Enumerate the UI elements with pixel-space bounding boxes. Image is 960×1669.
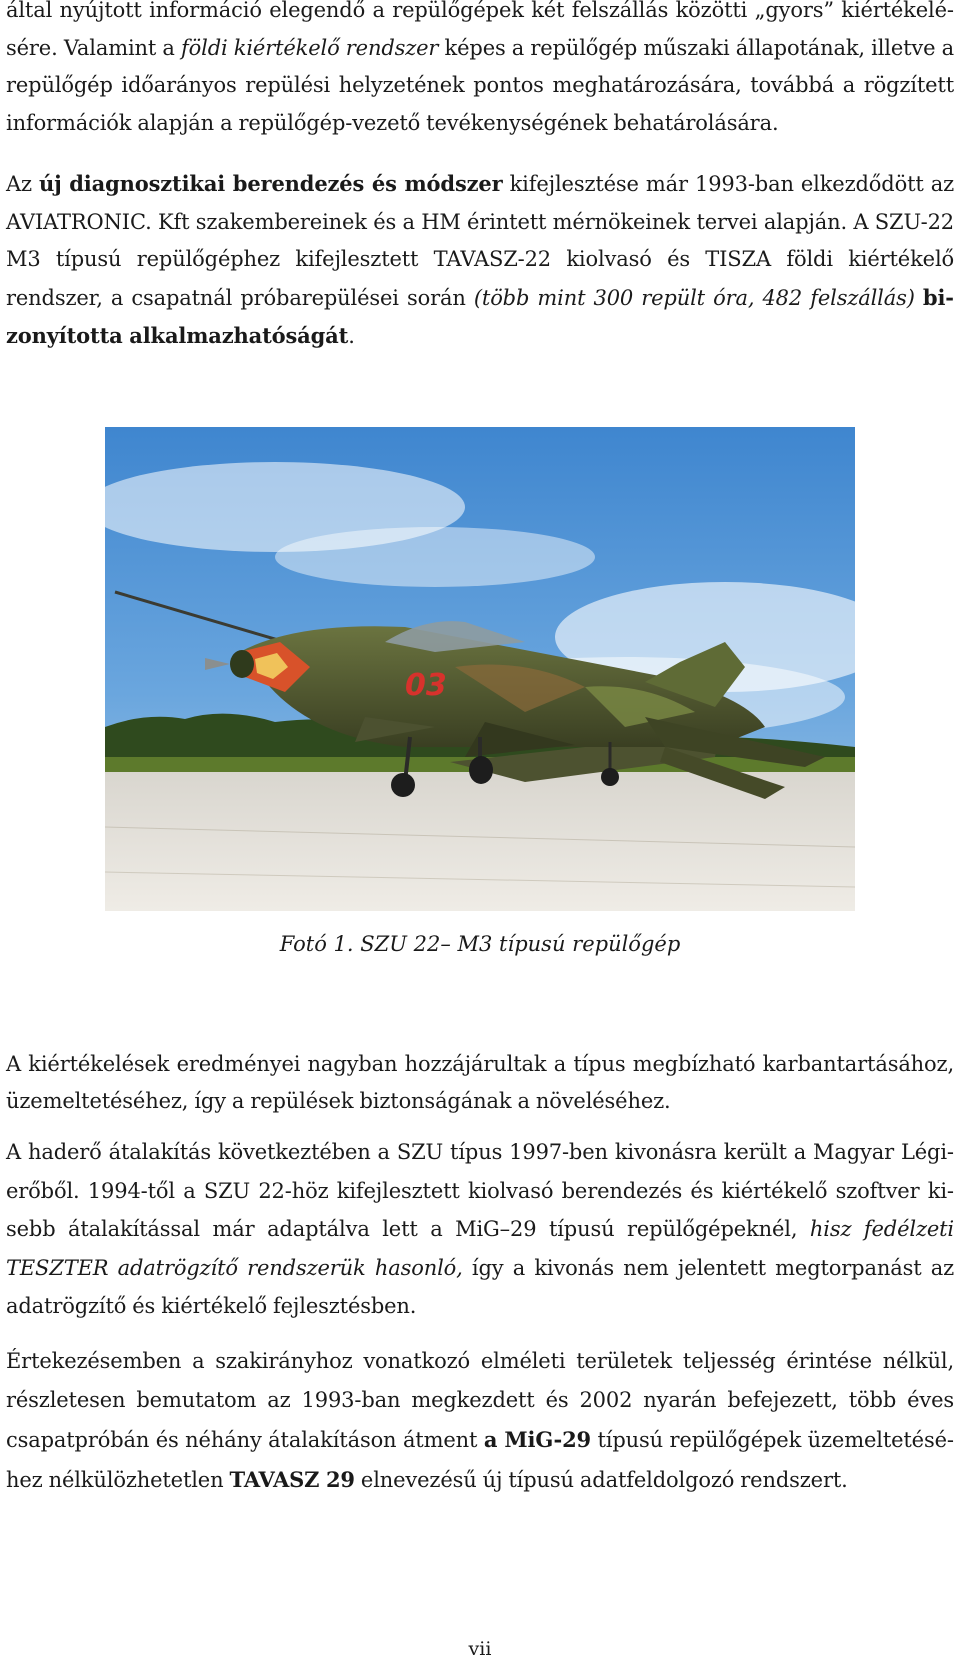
aircraft-marking: 03 [405, 668, 447, 703]
page-number: vii [468, 1638, 492, 1660]
text-run: A kiértékelések eredményei nagyban hozzájárultak a típus megbízható karbantartásához, üzemeltetéséhez, így a repülések biztonságának a növeléséhez. [6, 1052, 954, 1113]
text-run: elnevezésű új típusú adatfeldolgozó rendszert. [354, 1468, 848, 1492]
paragraph-ground-evaluation [6, 0, 954, 142]
paragraph-dissertation-scope [6, 1342, 954, 1500]
text-run: Az [6, 172, 39, 196]
figure-caption: Fotó 1. SZU 22– M3 típusú repülőgép [279, 932, 681, 956]
italic-run: hisz fedélzeti TESZTER adatrögzítő rendszerük hasonló, [6, 1217, 954, 1280]
text-run: A haderő átalakítás következtében a SZU típus 1997-ben kivonásra került a Magyar Légierőből. 1994-től a SZU 22-höz kifejlesztett kiolvasó berendezés és kiértékelő szoftver kisebb átalakítással már adaptálva lett a MiG–29 típusú repülőgépeknél, [6, 1140, 954, 1241]
italic-run: (több mint 300 repült óra, 482 felszállás) [473, 285, 915, 310]
aircraft-photo [105, 427, 855, 911]
paragraph-fleet-transition [6, 1133, 954, 1326]
text-run: kifejlesztése már 1993-ban elkezdődött az AVIATRONIC. Kft szakembereinek és a HM érintett mérnökeinek tervei alapján. A SZU-22 M3 típusú repülőgéphez kifejlesztett TAVASZ-22 kiolvasó és TISZA földi kiértékelő rendszer, a csapatnál próbarepülései során [6, 172, 954, 310]
text-run [915, 286, 923, 310]
bold-run: TAVASZ 29 [229, 1467, 355, 1492]
paragraph-diagnostic-development [6, 165, 954, 356]
text-run: így a kivonás nem jelentett megtorpanást az adatrögzítő és kiértékelő fejlesztésben. [6, 1255, 955, 1318]
italic-run: földi kiértékelő rendszer [181, 35, 439, 60]
text-run: típusú repülőgépek üzemeltetéséhez nélkülözhetetlen [6, 1428, 954, 1492]
text-run: által nyújtott információ elegendő a repülőgépek két felszállás közötti „gyors” kiértékelésére. Valamint a [6, 0, 954, 60]
text-run: képes a repülőgép műszaki állapotának, illetve a repülőgép időarányos repülési helyzetének pontos meghatározására, továbbá a rögzített információk alapján a repülőgép-vezető tevékenységének behatárolására. [6, 35, 955, 135]
bold-run: a MiG-29 [483, 1427, 591, 1452]
bold-run: új diagnosztikai berendezés és módszer [39, 171, 503, 196]
text-run: Értekezésemben a szakirányhoz vonatkozó elméleti területek teljesség érintése nélkül, részletesen bemutatom az 1993-ban megkezdett és 2002 nyarán befejezett, több éves csapatpróbán és néhány átalakításon átment [6, 1349, 954, 1452]
text-run: . [348, 324, 355, 349]
paragraph-evaluation-results [6, 1046, 954, 1120]
bold-run: bizonyította alkalmazhatóságát [6, 284, 954, 349]
